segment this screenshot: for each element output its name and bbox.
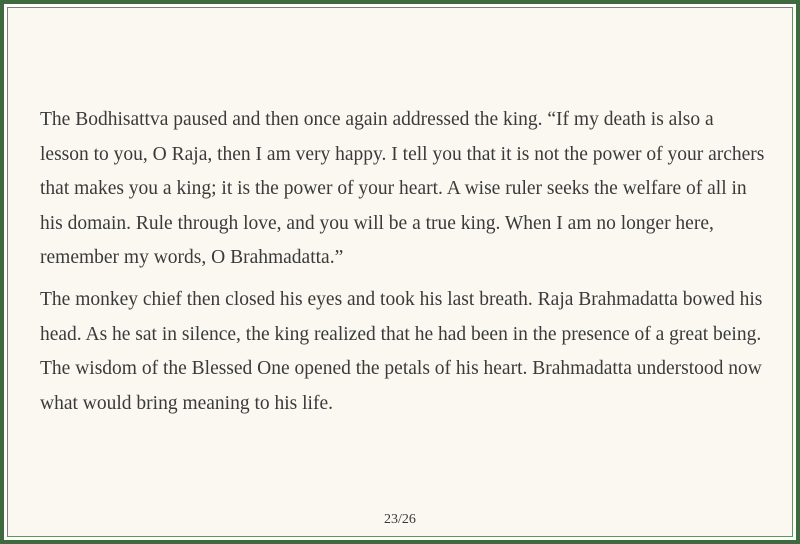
story-text <box>40 103 765 421</box>
page-number: 23/26 <box>384 512 416 527</box>
story-paragraph-1: The Bodhisattva paused and then once again addressed the king. “If my death is also a lesson to you, O Raja, then I am very happy. I tell you that it is not the power of your archers that makes you a king; it is the power of your heart. A wise ruler seeks the welfare of all in his domain. Rule through love, and you will be a true king. When I am no longer here, remember my words, O Brahmadatta.” <box>40 109 765 269</box>
story-paragraph-2: The monkey chief then closed his eyes and took his last breath. Raja Brahmadatta bowed his head. As he sat in silence, the king realized that he had been in the presence of a great being. The wisdom of the Blessed One opened the petals of his heart. Brahmadatta understood now what would bring meaning to his life. <box>40 288 763 414</box>
